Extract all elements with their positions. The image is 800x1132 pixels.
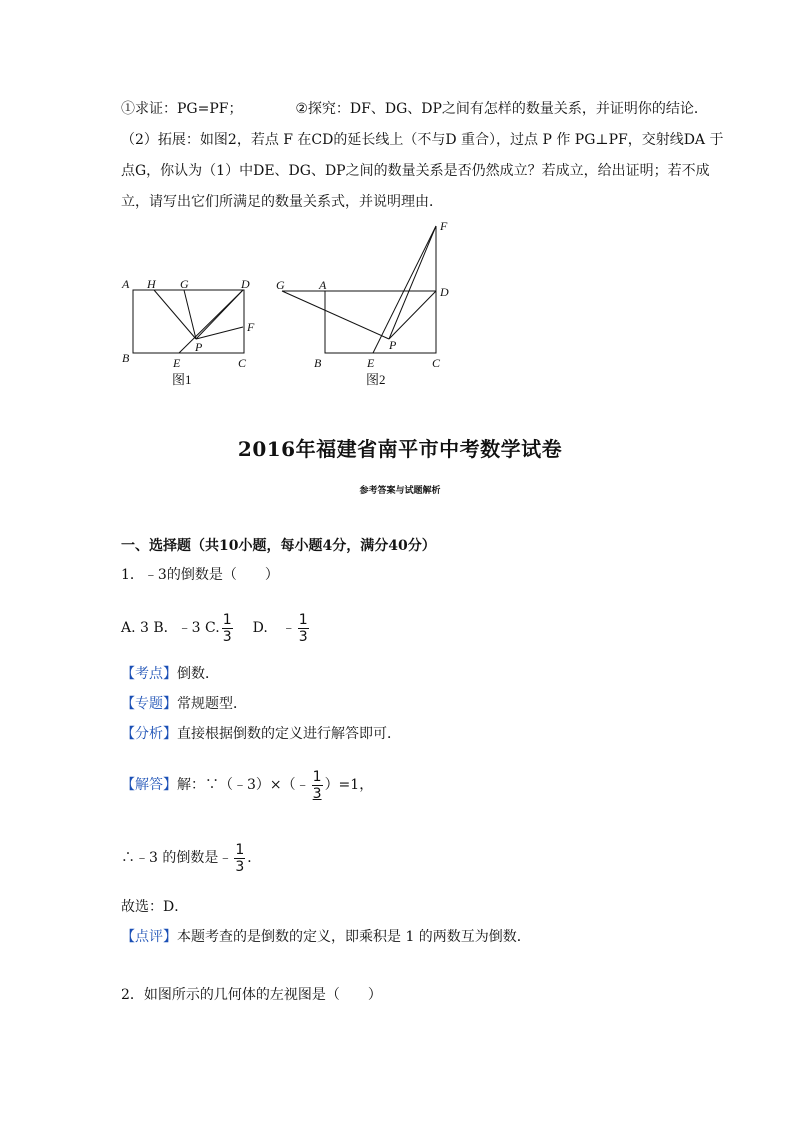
figure1-label-h: H	[147, 277, 156, 291]
page-title: 2016年福建省南平市中考数学试卷	[237, 437, 563, 461]
q1-options-ab-c: A. 3 B．﹣3 C.	[121, 620, 220, 636]
figure2-caption: 图2	[366, 372, 386, 387]
q1-stem: 1．﹣3的倒数是（ ）	[121, 567, 279, 583]
figure2-label-f: F	[440, 219, 448, 233]
figure1-label-d: D	[241, 277, 250, 291]
figure2-segment-fp	[389, 226, 436, 339]
fraction-denominator: 3	[235, 858, 245, 875]
q1-zhuanti	[121, 694, 247, 714]
figure2-segment-dp	[389, 291, 436, 339]
q1-therefore	[121, 838, 261, 878]
kaodian-text: 倒数．	[177, 666, 219, 682]
fraction-denominator: 3	[222, 628, 232, 645]
dianping-text: 本题考查的是倒数的定义，即乘积是 1 的两数互为倒数．	[177, 929, 531, 945]
q1-options	[121, 611, 311, 645]
fraction-denominator: 3	[312, 785, 322, 802]
jieda-text-a: 解：∵（﹣3）×（﹣	[177, 777, 310, 793]
figure2-label-c: C	[432, 356, 441, 370]
figure1-label-c: C	[238, 356, 247, 370]
jieda-fraction	[312, 769, 323, 802]
problem-line-4: 立，请写出它们所满足的数量关系式，并说明理由．	[121, 194, 443, 210]
fraction-numerator: 1	[235, 841, 245, 858]
figure1-label-b: B	[122, 351, 130, 365]
figure1-label-a: A	[122, 277, 130, 291]
figure1-label-p: P	[195, 340, 203, 354]
q1-fenxi	[121, 724, 401, 744]
therefore-fraction	[234, 842, 245, 875]
figure1-label-g: G	[180, 277, 189, 291]
figure1-label-f: F	[247, 320, 255, 334]
jieda-text-b: ）=1，	[324, 777, 374, 793]
fenxi-tag: 【分析】	[121, 726, 177, 742]
page-subtitle: 参考答案与试题解析	[359, 486, 441, 496]
figure-2	[282, 226, 436, 353]
q1-option-c-fraction	[222, 612, 233, 645]
problem-part-1: ①求证：PG=PF；	[121, 101, 243, 117]
problem-line-3: 点G，你认为（1）中DE、DG、DP之间的数量关系是否仍然成立？若成立，给出证明；若不成	[121, 163, 710, 179]
zhuanti-text: 常规题型．	[177, 696, 247, 712]
problem-line-1	[121, 99, 708, 119]
fenxi-text: 直接根据倒数的定义进行解答即可．	[177, 726, 401, 742]
figure2-label-b: B	[314, 356, 322, 370]
q1-choice: 故选：D．	[121, 899, 189, 915]
fraction-numerator: 1	[312, 768, 322, 785]
figure2-label-a: A	[319, 278, 327, 292]
figure1-label-e: E	[173, 356, 181, 370]
kaodian-tag: 【考点】	[121, 666, 177, 682]
therefore-text-b: ．	[247, 850, 262, 866]
section-heading: 一、选择题（共10小题，每小题4分，满分40分）	[121, 538, 436, 554]
figure2-label-e: E	[367, 356, 375, 370]
problem-part-2: ②探究：DF、DG、DP之间有怎样的数量关系，并证明你的结论．	[295, 101, 708, 117]
problem-line-2: （2）拓展：如图2，若点 F 在CD的延长线上（不与D 重合），过点 P 作 PG⊥PF，交射线DA 于	[121, 132, 724, 148]
fraction-numerator: 1	[298, 611, 308, 628]
q1-kaodian	[121, 664, 219, 684]
fraction-denominator: 3	[298, 628, 308, 645]
figure2-segment-fe	[373, 226, 436, 353]
q1-jieda	[121, 765, 373, 805]
q1-option-d-sign: ﹣	[281, 620, 296, 636]
q1-option-d-fraction	[298, 612, 309, 645]
q2-stem: 2．如图所示的几何体的左视图是（ ）	[121, 987, 382, 1003]
q1-option-d-label: D.	[252, 620, 268, 636]
figure2-square	[325, 291, 436, 353]
q1-dianping	[121, 927, 531, 947]
therefore-text-a: ∴﹣3 的倒数是﹣	[121, 850, 233, 866]
zhuanti-tag: 【专题】	[121, 696, 177, 712]
figure1-caption: 图1	[172, 372, 192, 387]
figure1-diagonal	[179, 290, 243, 353]
dianping-tag: 【点评】	[121, 929, 177, 945]
figure2-label-p: P	[389, 338, 397, 352]
jieda-tag: 【解答】	[121, 777, 177, 793]
geometry-figures	[0, 218, 800, 388]
figure2-segment-gp	[282, 291, 389, 339]
fraction-numerator: 1	[222, 611, 232, 628]
figure-1	[133, 290, 244, 353]
figure2-label-g: G	[276, 278, 285, 292]
figure2-label-d: D	[440, 285, 449, 299]
